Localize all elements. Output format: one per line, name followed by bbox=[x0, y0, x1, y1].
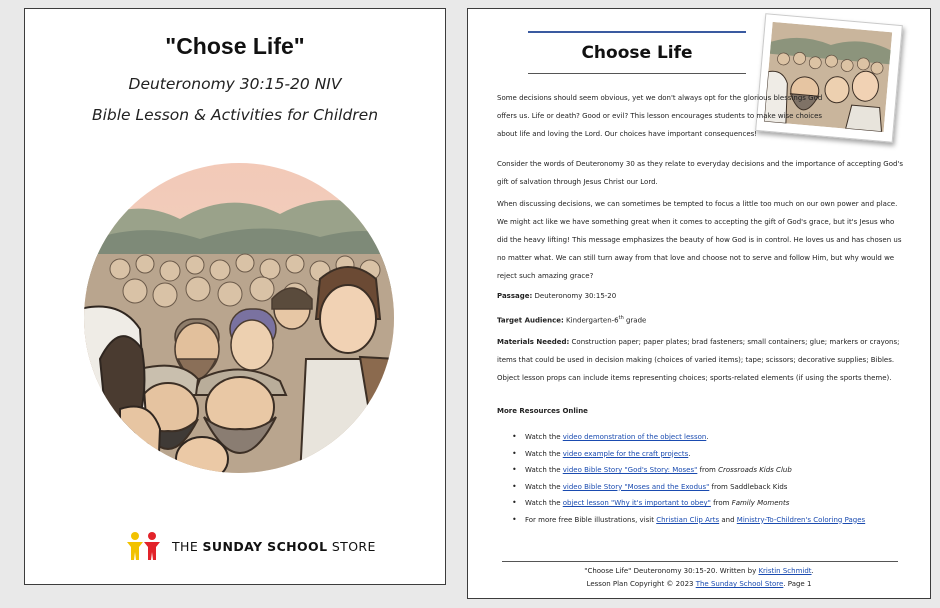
passage-field: Passage: Deuteronomy 30:15-20 bbox=[497, 292, 617, 300]
footer-credit: "Choose Life" Deuteronomy 30:15-20. Written by Kristin Schmidt. bbox=[584, 567, 814, 575]
kids-logo-icon bbox=[124, 531, 164, 561]
logo-wordmark: THE SUNDAY SCHOOL STORE bbox=[172, 538, 376, 554]
resources-list bbox=[512, 429, 922, 528]
resource-link[interactable]: Christian Clip Arts bbox=[656, 515, 720, 524]
resource-link[interactable]: Ministry-To-Children's Coloring Pages bbox=[736, 515, 866, 524]
resource-item: • Watch the video Bible Story "God's Story: Moses" from Crossroads Kids Club bbox=[512, 462, 922, 479]
resource-link[interactable]: video Bible Story "God's Story: Moses" bbox=[562, 466, 698, 474]
resource-item: • Watch the object lesson "Why it's important to obey" from Family Moments bbox=[512, 495, 922, 512]
cover-title: "Chose Life" bbox=[165, 33, 305, 59]
discussion-paragraph: When discussing decisions, we can sometimes be tempted to focus a little too much on our own power and place. We might act like we have something great when it comes to accepting the gift of God's grace, but it's Jesus who did the heavy lifting! This message emphasizes the beauty of how God is in control. He loves us and has chosen us no matter what. We can still turn away from that love and choose not to serve and follow Him, but why would we reject such amazing grace? bbox=[497, 200, 902, 280]
resource-link[interactable]: video demonstration of the object lesson bbox=[562, 433, 707, 441]
resource-link[interactable]: video Bible Story "Moses and the Exodus" bbox=[562, 482, 710, 491]
resource-item: • For more free Bible illustrations, visit Christian Clip Arts and Ministry-To-Children's Coloring Pages bbox=[512, 512, 922, 529]
lesson-page bbox=[467, 8, 931, 599]
crowd-illustration bbox=[80, 159, 398, 477]
materials-needed-field: Materials Needed: Construction paper; paper plates; brad fasteners; small containers; glue; markers or crayons; items that could be used in decision making (choices of varied items); tape; scissors; decorative supplies; Bibles. Object lesson props can include items representing choices; sports-related elements (if using the sports theme). bbox=[497, 338, 900, 382]
intro-paragraph: Some decisions should seem obvious, yet we don't always opt for the glorious blessings God offers us. Life or death? Good or evil? This lesson encourages students to make wise choices about life and loving the Lord. Our choices have important consequences! bbox=[497, 94, 823, 138]
resource-link[interactable]: video example for the craft projects bbox=[562, 449, 689, 458]
title-top-rule bbox=[528, 31, 746, 33]
author-link[interactable]: Kristin Schmidt bbox=[758, 567, 812, 575]
resource-link[interactable]: object lesson "Why it's important to obey" bbox=[562, 499, 711, 507]
cover-page bbox=[24, 8, 446, 585]
cover-scripture-reference: Deuteronomy 30:15-20 NIV bbox=[128, 75, 342, 93]
resource-item: • Watch the video Bible Story "Moses and the Exodus" from Saddleback Kids bbox=[512, 479, 922, 496]
lesson-title: Choose Life bbox=[581, 43, 693, 63]
intro-paragraph-continued: Consider the words of Deuteronomy 30 as they relate to everyday decisions and the importance of accepting God's gift of salvation through Jesus Christ our Lord. bbox=[497, 160, 904, 186]
resource-item: • Watch the video example for the craft projects. bbox=[512, 446, 922, 463]
target-audience-field: Target Audience: Kindergarten-6th grade bbox=[497, 315, 647, 325]
resource-item: • Watch the video demonstration of the object lesson. bbox=[512, 429, 922, 446]
footer-copyright: Lesson Plan Copyright © 2023 The Sunday School Store. Page 1 bbox=[586, 580, 812, 588]
cover-subtitle: Bible Lesson & Activities for Children bbox=[91, 106, 379, 124]
store-link[interactable]: The Sunday School Store bbox=[695, 580, 784, 588]
footer-rule bbox=[502, 561, 898, 562]
title-bottom-rule bbox=[528, 73, 746, 74]
resources-heading: More Resources Online bbox=[497, 407, 588, 415]
sunday-school-store-logo bbox=[124, 529, 376, 563]
